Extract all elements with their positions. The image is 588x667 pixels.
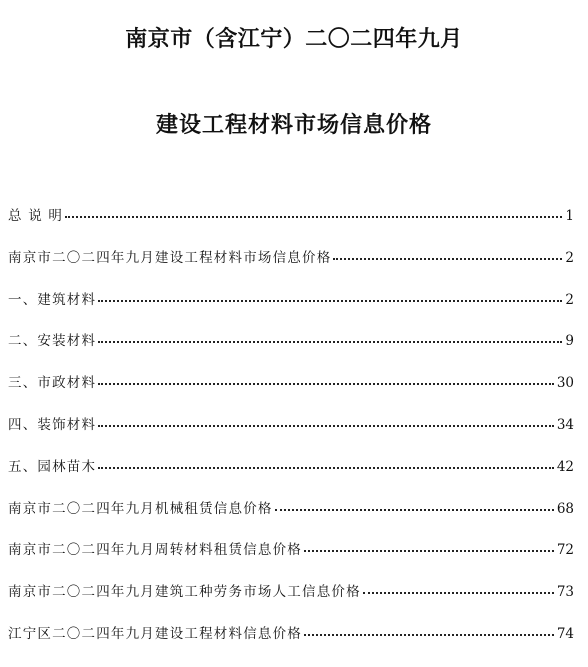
toc-entry[interactable]: [8, 497, 574, 539]
toc-dot-leader: [98, 299, 562, 302]
toc-entry-label: 四、装饰材料: [8, 416, 97, 433]
toc-dot-leader: [304, 633, 554, 636]
toc-entry[interactable]: [8, 455, 574, 497]
document-title-line2: 建设工程材料市场信息价格: [155, 113, 432, 138]
toc-entry-page: 74: [556, 625, 574, 642]
toc-entry-label: 五、园林苗木: [8, 458, 97, 475]
toc-entry-page: 73: [556, 584, 574, 601]
toc-entry-page: 1: [565, 208, 574, 224]
toc-entry-page: 30: [556, 375, 574, 392]
toc-entry[interactable]: [8, 204, 574, 246]
toc-entry-label: 南京市二〇二四年九月周转材料租赁信息价格: [8, 542, 302, 559]
toc-dot-leader: [98, 382, 554, 385]
toc-entry[interactable]: [8, 246, 574, 288]
toc-dot-leader: [333, 257, 562, 260]
toc-entry-label: 南京市二〇二四年九月建筑工种劳务市场人工信息价格: [8, 584, 361, 601]
toc-entry-page: 42: [556, 458, 574, 475]
toc-dot-leader: [98, 340, 562, 343]
toc-entry-page: 2: [565, 249, 574, 266]
toc-entry-page: 2: [565, 291, 574, 308]
toc-dot-leader: [65, 215, 562, 218]
toc-entry-label: 总 说 明: [8, 208, 64, 224]
toc-entry[interactable]: [8, 538, 574, 580]
toc-entry-label: 二、安装材料: [8, 333, 97, 350]
toc-entry-page: 9: [565, 333, 574, 350]
table-of-contents: [8, 204, 574, 664]
toc-dot-leader: [275, 508, 554, 511]
toc-entry-page: 34: [556, 416, 574, 433]
toc-entry[interactable]: [8, 371, 574, 413]
toc-entry[interactable]: [8, 288, 574, 330]
toc-entry[interactable]: [8, 580, 574, 622]
toc-dot-leader: [304, 549, 554, 552]
toc-entry-label: 南京市二〇二四年九月机械租赁信息价格: [8, 500, 273, 517]
toc-entry-page: 72: [556, 542, 574, 559]
toc-entry[interactable]: [8, 622, 574, 664]
toc-dot-leader: [98, 466, 554, 469]
toc-entry-page: 68: [556, 500, 574, 517]
document-title-line1: 南京市（含江宁）二〇二四年九月: [125, 27, 463, 52]
toc-entry[interactable]: [8, 413, 574, 455]
toc-entry[interactable]: [8, 329, 574, 371]
toc-entry-label: 南京市二〇二四年九月建设工程材料市场信息价格: [8, 249, 332, 266]
toc-entry-label: 三、市政材料: [8, 375, 97, 392]
toc-dot-leader: [98, 424, 554, 427]
toc-entry-label: 江宁区二〇二四年九月建设工程材料信息价格: [8, 625, 302, 642]
toc-entry-label: 一、建筑材料: [8, 291, 97, 308]
toc-dot-leader: [363, 591, 554, 594]
